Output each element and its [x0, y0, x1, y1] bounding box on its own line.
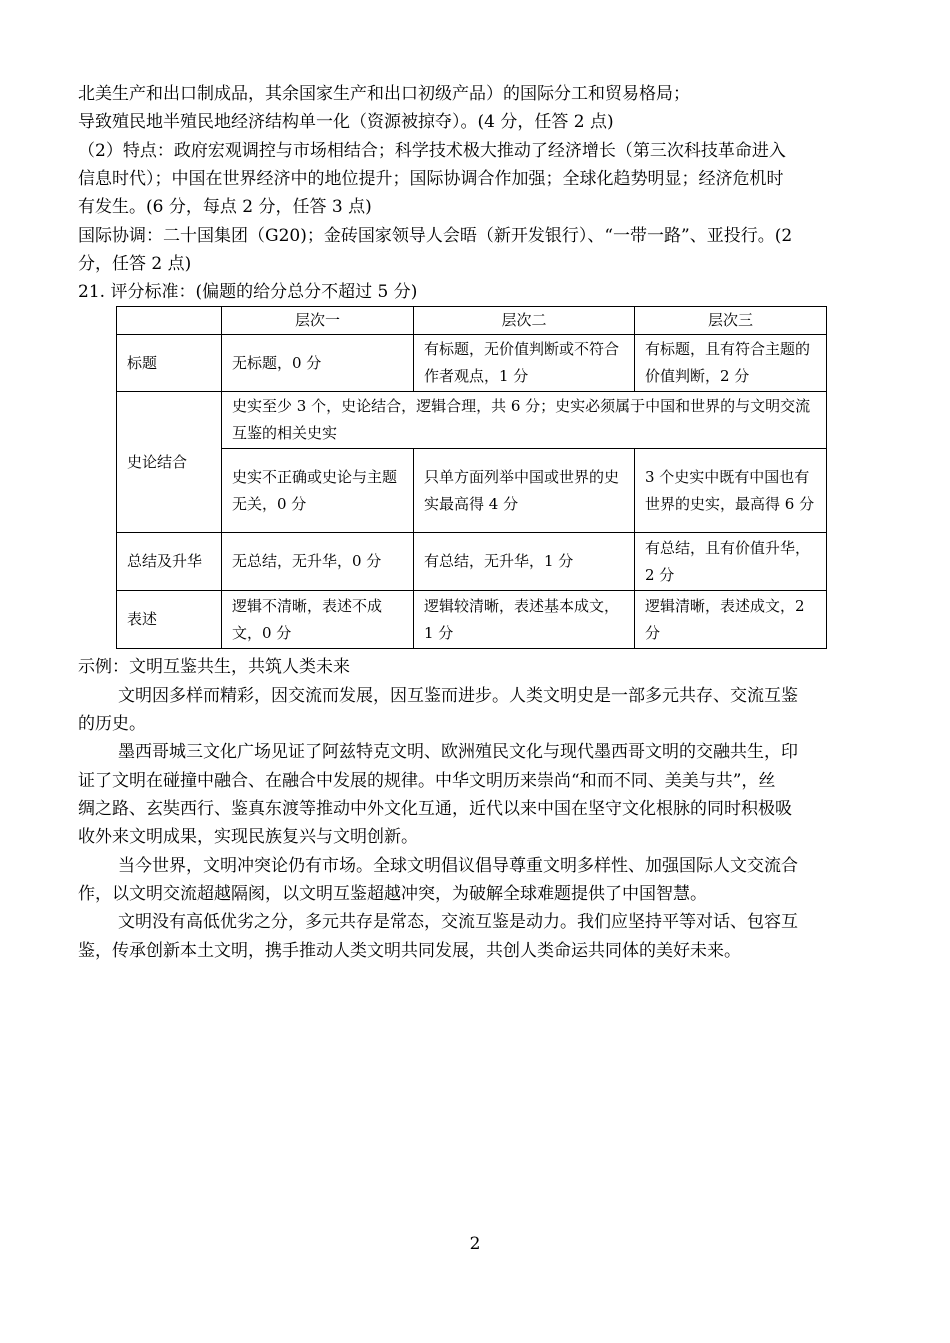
essay-line: 墨西哥城三文化广场见证了阿兹特克文明、欧洲殖民文化与现代墨西哥文明的交融共生，印 [118, 742, 798, 762]
table-header-cell: 层次三 [635, 307, 827, 335]
text-line: 导致殖民地半殖民地经济结构单一化（资源被掠夺）。(4 分，任答 2 点) [78, 112, 614, 132]
table-row-expression [117, 591, 827, 649]
table-cell: 有标题，且有符合主题的价值判断，2 分 [635, 335, 827, 392]
essay-line: 当今世界，文明冲突论仍有市场。全球文明倡议倡导尊重文明多样性、加强国际人文交流合 [118, 856, 798, 876]
table-cell: 只单方面列举中国或世界的史实最高得 4 分 [414, 449, 635, 533]
table-header-cell [117, 307, 222, 335]
table-cell: 逻辑不清晰，表述不成文，0 分 [222, 591, 414, 649]
row-label: 标题 [117, 335, 222, 392]
text-line: 国际协调：二十国集团（G20)；金砖国家领导人会晤（新开发银行）、“一带一路”、亚投行。(2 [78, 226, 793, 246]
text-line: 北美生产和出口制成品，其余国家生产和出口初级产品）的国际分工和贸易格局； [78, 84, 690, 104]
table-cell-span: 史实至少 3 个，史论结合，逻辑合理，共 6 分；史实必须属于中国和世界的与文明交流互鉴的相关史实 [222, 392, 827, 449]
text-line: 分，任答 2 点) [78, 254, 192, 274]
essay-line: 文明因多样而精彩，因交流而发展，因互鉴而进步。人类文明史是一部多元共存、交流互鉴 [118, 686, 798, 706]
text-line: 有发生。(6 分，每点 2 分，任答 3 点) [78, 197, 372, 217]
table-header-row [117, 307, 827, 335]
essay-line: 证了文明在碰撞中融合、在融合中发展的规律。中华文明历来崇尚“和而不同、美美与共”，丝 [78, 771, 776, 791]
table-cell: 3 个史实中既有中国也有世界的史实，最高得 6 分 [635, 449, 827, 533]
essay-line: 作，以文明交流超越隔阂，以文明互鉴超越冲突，为破解全球难题提供了中国智慧。 [78, 884, 707, 904]
table-header-cell: 层次二 [414, 307, 635, 335]
table-cell: 有总结，无升华，1 分 [414, 533, 635, 591]
essay-line: 绸之路、玄奘西行、鉴真东渡等推动中外文化互通，近代以来中国在坚守文化根脉的同时积极吸 [78, 799, 792, 819]
table-cell: 无标题，0 分 [222, 335, 414, 392]
table-cell: 史实不正确或史论与主题无关，0 分 [222, 449, 414, 533]
essay-line: 收外来文明成果，实现民族复兴与文明创新。 [78, 827, 418, 847]
essay-line: 鉴，传承创新本土文明，携手推动人类文明共同发展，共创人类命运共同体的美好未来。 [78, 941, 741, 961]
table-cell: 无总结，无升华，0 分 [222, 533, 414, 591]
row-label: 史论结合 [117, 392, 222, 533]
text-line: 信息时代）；中国在世界经济中的地位提升；国际协调合作加强；全球化趋势明显；经济危机时 [78, 169, 784, 189]
table-row-title [117, 335, 827, 392]
row-label: 总结及升华 [117, 533, 222, 591]
page-number: 2 [469, 1234, 481, 1254]
table-cell: 逻辑清晰，表述成文，2 分 [635, 591, 827, 649]
table-cell: 有总结，且有价值升华，2 分 [635, 533, 827, 591]
text-line: （2）特点：政府宏观调控与市场相结合；科学技术极大推动了经济增长（第三次科技革命进入 [78, 141, 786, 161]
row-label: 表述 [117, 591, 222, 649]
essay-line: 的历史。 [78, 714, 146, 734]
table-row-history-levels [117, 449, 827, 533]
table-header-cell: 层次一 [222, 307, 414, 335]
table-row-summary [117, 533, 827, 591]
table-row-history [117, 392, 827, 449]
table-cell: 逻辑较清晰，表述基本成文，1 分 [414, 591, 635, 649]
essay-line: 文明没有高低优劣之分，多元共存是常态，交流互鉴是动力。我们应坚持平等对话、包容互 [118, 912, 798, 932]
example-title: 示例：文明互鉴共生，共筑人类未来 [78, 657, 350, 677]
question-21-heading: 21. 评分标准：(偏题的给分总分不超过 5 分) [78, 282, 418, 302]
scoring-table [116, 306, 827, 649]
table-cell: 有标题，无价值判断或不符合作者观点，1 分 [414, 335, 635, 392]
